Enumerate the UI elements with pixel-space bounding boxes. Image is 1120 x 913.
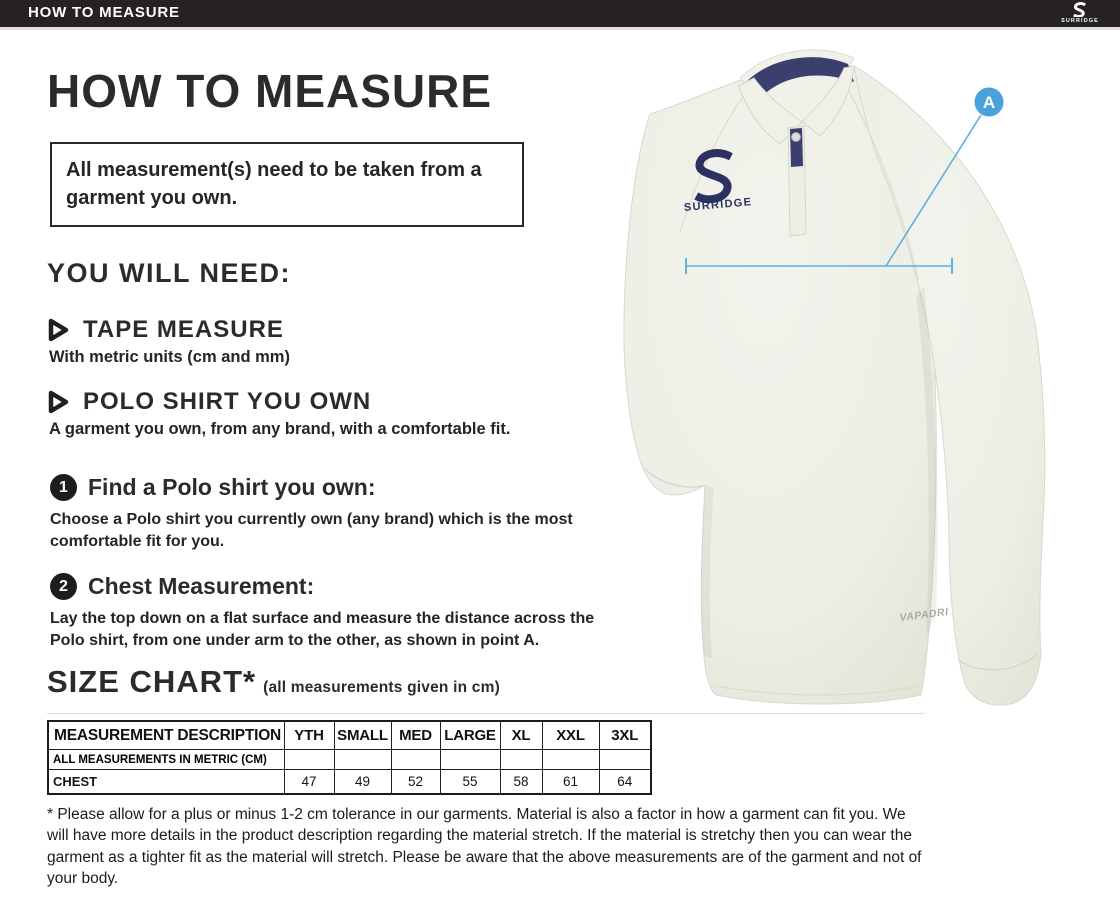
sleeve-brand-text: VAPADRI — [898, 606, 950, 624]
notice-box — [50, 142, 524, 227]
table-cell: 52 — [391, 770, 440, 795]
table-cell — [599, 750, 651, 770]
need-item-title: TAPE MEASURE — [83, 316, 284, 343]
need-item-subtitle: A garment you own, from any brand, with a comfortable fit. — [49, 420, 511, 438]
table-cell: 55 — [440, 770, 500, 795]
step-number-badge: 1 — [50, 474, 77, 501]
table-cell: 47 — [284, 770, 334, 795]
surridge-logo-text: SURRIDGE — [1061, 18, 1099, 24]
step-number-badge: 2 — [50, 573, 77, 600]
table-cell — [440, 750, 500, 770]
collar-button — [792, 133, 801, 142]
table-cell — [284, 750, 334, 770]
need-item-tape-measure — [47, 316, 607, 367]
column-header: MED — [391, 721, 440, 750]
column-header: 3XL — [599, 721, 651, 750]
step-title: Find a Polo shirt you own: — [88, 474, 376, 500]
triangle-bullet-icon — [47, 318, 69, 342]
row-label: CHEST — [48, 770, 284, 795]
column-header: LARGE — [440, 721, 500, 750]
step-title: Chest Measurement: — [88, 573, 315, 599]
table-cell: 64 — [599, 770, 651, 795]
top-bar-title: HOW TO MEASURE — [28, 4, 180, 21]
size-chart-title: SIZE CHART* — [47, 664, 257, 699]
column-header: XL — [500, 721, 542, 750]
table-cell — [391, 750, 440, 770]
size-chart-heading — [47, 664, 500, 700]
polo-shirt-image — [618, 36, 1078, 726]
surridge-logo — [1054, 2, 1106, 26]
table-cell: 49 — [334, 770, 391, 795]
table-row — [48, 750, 651, 770]
row-label: ALL MEASUREMENTS IN METRIC (CM) — [48, 750, 284, 770]
step-description: Lay the top down on a flat surface and measure the distance across the Polo shirt, from one under arm to the other, as shown in point A. — [50, 610, 595, 649]
table-cell — [500, 750, 542, 770]
column-header: XXL — [542, 721, 599, 750]
footnote: * Please allow for a plus or minus 1-2 cm tolerance in our garments. Material is also a factor in how a garment can fit you. We will have more details in the product description regarding the material stretch. If the material is stretchy then you can wear the garment as a tighter fit as the material will stretch. Please be aware that the above measurements are of the garment and not of your body. — [47, 806, 922, 888]
need-item-polo-shirt — [47, 388, 607, 439]
step-2 — [50, 573, 606, 651]
column-header: YTH — [284, 721, 334, 750]
size-chart-table — [47, 720, 652, 795]
table-cell: 58 — [500, 770, 542, 795]
shirt-illustration — [618, 36, 1078, 726]
surridge-logo-icon — [1072, 2, 1088, 17]
step-description: Choose a Polo shirt you currently own (any brand) which is the most comfortable fit for you. — [50, 511, 573, 550]
table-cell — [542, 750, 599, 770]
size-chart-subtitle: (all measurements given in cm) — [263, 679, 500, 696]
column-header: MEASUREMENT DESCRIPTION — [48, 721, 284, 750]
table-row — [48, 770, 651, 795]
you-will-need-heading: YOU WILL NEED: — [47, 258, 292, 288]
top-bar — [0, 0, 1120, 30]
table-cell: 61 — [542, 770, 599, 795]
column-header: SMALL — [334, 721, 391, 750]
need-item-subtitle: With metric units (cm and mm) — [49, 348, 290, 366]
table-header-row — [48, 721, 651, 750]
point-a-label: A — [982, 93, 996, 112]
triangle-bullet-icon — [47, 390, 69, 414]
step-1 — [50, 474, 606, 552]
need-item-title: POLO SHIRT YOU OWN — [83, 388, 372, 415]
page-title: HOW TO MEASURE — [47, 65, 493, 117]
chest-logo-text: SURRIDGE — [683, 196, 753, 215]
table-cell — [334, 750, 391, 770]
notice-text: All measurement(s) need to be taken from a garment you own. — [66, 159, 482, 210]
